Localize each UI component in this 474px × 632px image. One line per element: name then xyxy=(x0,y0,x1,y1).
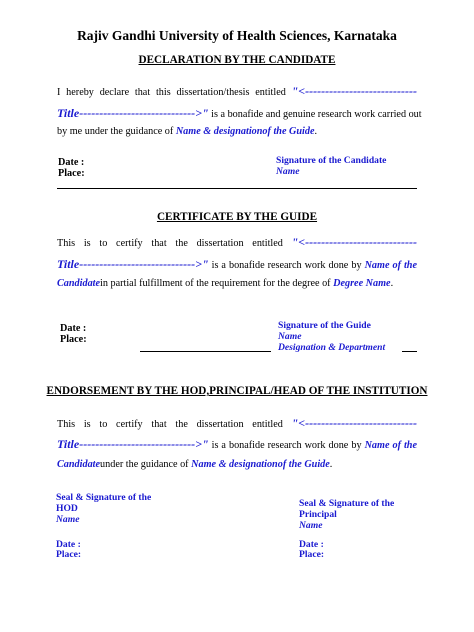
declaration-line-2 xyxy=(57,106,422,121)
period: . xyxy=(390,278,394,289)
date-label: Date : xyxy=(60,323,87,334)
title-placeholder-end: Title----------------------------->" xyxy=(57,257,209,271)
section-divider xyxy=(57,188,417,189)
guide-line-2 xyxy=(57,257,417,272)
principal-label: Principal xyxy=(299,509,337,520)
guide-certificate-heading: CERTIFICATE BY THE GUIDE xyxy=(156,211,318,223)
guide-placeholder: Name & designationof the Guide xyxy=(191,459,330,470)
title-placeholder-end: Title----------------------------->" xyxy=(57,437,209,451)
candidate-name-placeholder: Name of the xyxy=(364,440,417,451)
candidate-placeholder: Candidate xyxy=(57,278,101,289)
declaration-line-1 xyxy=(57,84,417,99)
guide-placeholder: Name & designationof the Guide xyxy=(175,126,315,137)
principal-date-label: Date : xyxy=(299,539,324,550)
declaration-text: I hereby declare that this dissertation/thesis entitled xyxy=(57,87,286,98)
hod-place-label: Place: xyxy=(56,549,82,560)
guide-signature-block xyxy=(278,320,385,353)
candidate-placeholder: Candidate xyxy=(57,459,101,470)
endorsement-text: under the guidance of xyxy=(100,459,189,470)
guide-text: in partial fulfillment of the requirement for the degree of xyxy=(100,278,331,289)
university-title: Rajiv Gandhi University of Health Sciences, Karnataka xyxy=(77,28,397,43)
principal-name-placeholder: Name xyxy=(299,520,323,531)
period: . xyxy=(329,459,333,470)
guide-line-3 xyxy=(57,278,417,289)
guide-designation-placeholder: Designation & Department xyxy=(278,342,386,353)
principal-seal-block xyxy=(299,498,409,531)
guide-text: This is to certify that the dissertation entitled xyxy=(57,238,283,249)
hod-label: HOD xyxy=(56,503,78,514)
signature-line xyxy=(402,351,417,352)
place-label: Place: xyxy=(60,334,87,345)
declaration-text: is a bonafide and genuine research work carried out xyxy=(211,109,422,120)
guide-signature-label: Signature of the Guide xyxy=(278,320,371,331)
principal-seal-label: Seal & Signature of the xyxy=(299,498,395,509)
place-label: Place: xyxy=(58,168,85,179)
title-placeholder-start: "<---------------------------- xyxy=(291,84,417,98)
principal-place-label: Place: xyxy=(299,549,325,560)
date-label: Date : xyxy=(58,157,85,168)
degree-placeholder: Degree Name xyxy=(333,278,391,289)
declaration-line-3 xyxy=(57,126,417,137)
title-placeholder-end: Title----------------------------->" xyxy=(57,106,209,120)
declaration-text: by me under the guidance of xyxy=(57,126,174,137)
hod-seal-block xyxy=(56,492,166,525)
endorsement-line-2 xyxy=(57,437,417,452)
candidate-signature-block xyxy=(276,155,386,177)
period: . xyxy=(314,126,318,137)
title-placeholder-start: "<---------------------------- xyxy=(291,416,417,430)
endorsement-text: is a bonafide research work done by xyxy=(211,440,362,451)
endorsement-line-3 xyxy=(57,459,417,470)
guide-text: is a bonafide research work done by xyxy=(211,260,362,271)
hod-date-label: Date : xyxy=(56,539,81,550)
endorsement-text: This is to certify that the dissertation entitled xyxy=(57,419,283,430)
declaration-heading: DECLARATION BY THE CANDIDATE xyxy=(138,54,336,66)
hod-seal-label: Seal & Signature of the xyxy=(56,492,152,503)
candidate-signature-label: Signature of the Candidate xyxy=(276,155,387,166)
guide-line-1 xyxy=(57,235,417,250)
signature-line xyxy=(140,351,271,352)
candidate-name-placeholder: Name xyxy=(276,166,300,177)
endorsement-line-1 xyxy=(57,416,417,431)
guide-name-placeholder: Name xyxy=(278,331,302,342)
endorsement-heading: ENDORSEMENT BY THE HOD,PRINCIPAL/HEAD OF THE INSTITUTION xyxy=(46,385,428,397)
hod-name-placeholder: Name xyxy=(56,514,80,525)
title-placeholder-start: "<---------------------------- xyxy=(291,235,417,249)
candidate-name-placeholder: Name of the xyxy=(364,260,417,271)
